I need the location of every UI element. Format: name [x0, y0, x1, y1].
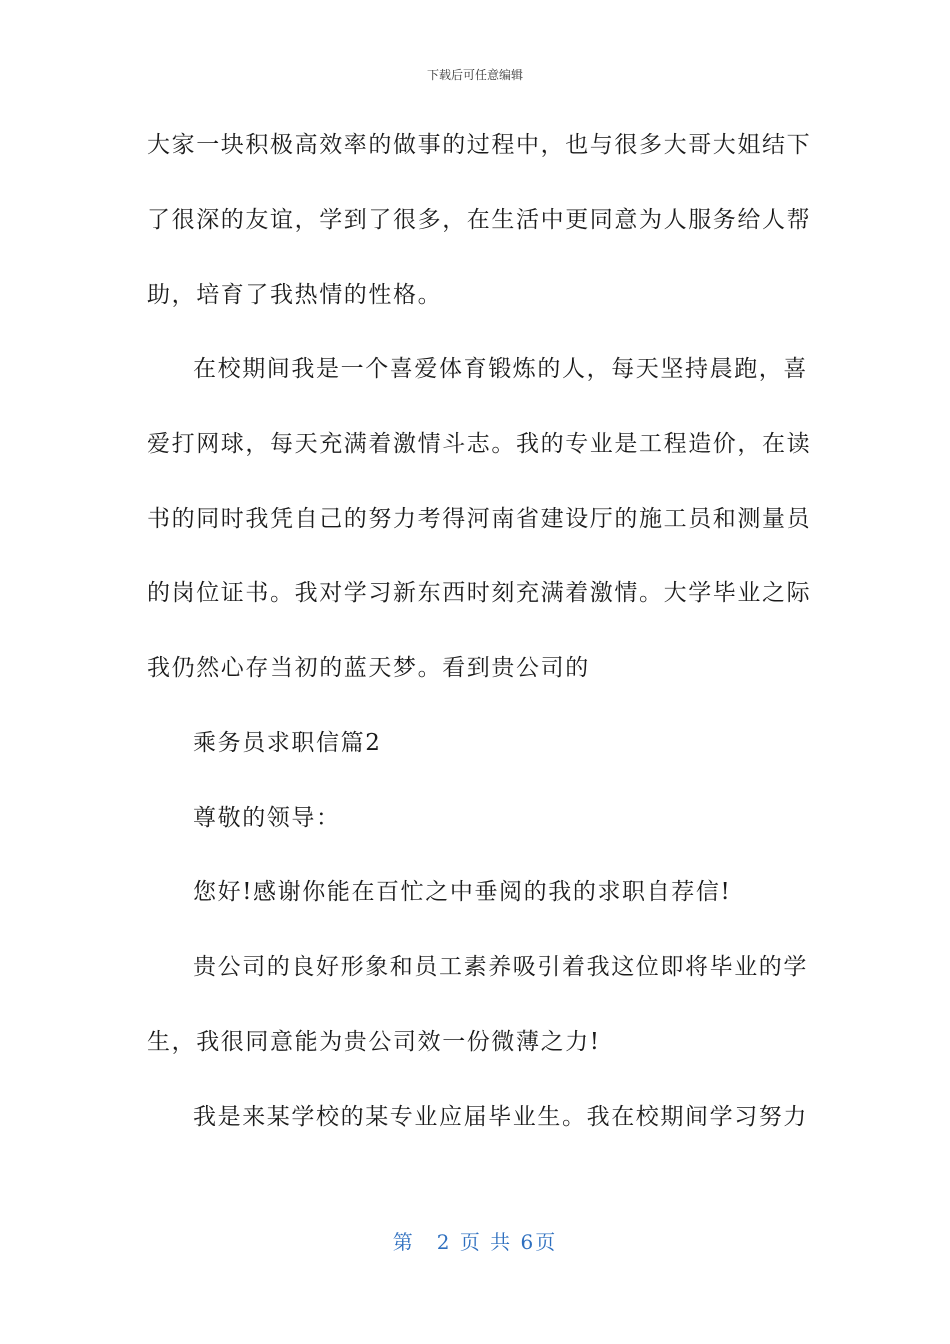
text-line: 我是来某学校的某专业应届毕业生。我在校期间学习努力	[193, 1104, 808, 1130]
salutation: 尊敬的领导：	[193, 805, 341, 831]
text-line: 助，培育了我热情的性格。	[147, 282, 443, 308]
text-line: 您好!感谢你能在百忙之中垂阅的我的求职自荐信!	[193, 879, 732, 905]
text-line: 大家一块积极高效率的做事的过程中，也与很多大哥大姐结下	[147, 132, 812, 158]
page-footer: 第 2 页 共 6页	[392, 1230, 558, 1254]
text-line: 爱打网球，每天充满着激情斗志。我的专业是工程造价，在读	[147, 431, 812, 457]
section-title: 乘务员求职信篇2	[193, 730, 382, 756]
text-line: 贵公司的良好形象和员工素养吸引着我这位即将毕业的学	[193, 954, 808, 980]
header-note: 下载后可任意编辑	[426, 68, 523, 82]
text-line: 我仍然心存当初的蓝天梦。看到贵公司的	[147, 655, 590, 681]
text-line: 在校期间我是一个喜爱体育锻炼的人，每天坚持晨跑，喜	[193, 356, 808, 382]
text-line: 生，我很同意能为贵公司效一份微薄之力!	[147, 1029, 601, 1055]
text-line: 了很深的友谊，学到了很多，在生活中更同意为人服务给人帮	[147, 207, 812, 233]
text-line: 书的同时我凭自己的努力考得河南省建设厅的施工员和测量员	[147, 506, 812, 532]
text-line: 的岗位证书。我对学习新东西时刻充满着激情。大学毕业之际	[147, 580, 812, 606]
